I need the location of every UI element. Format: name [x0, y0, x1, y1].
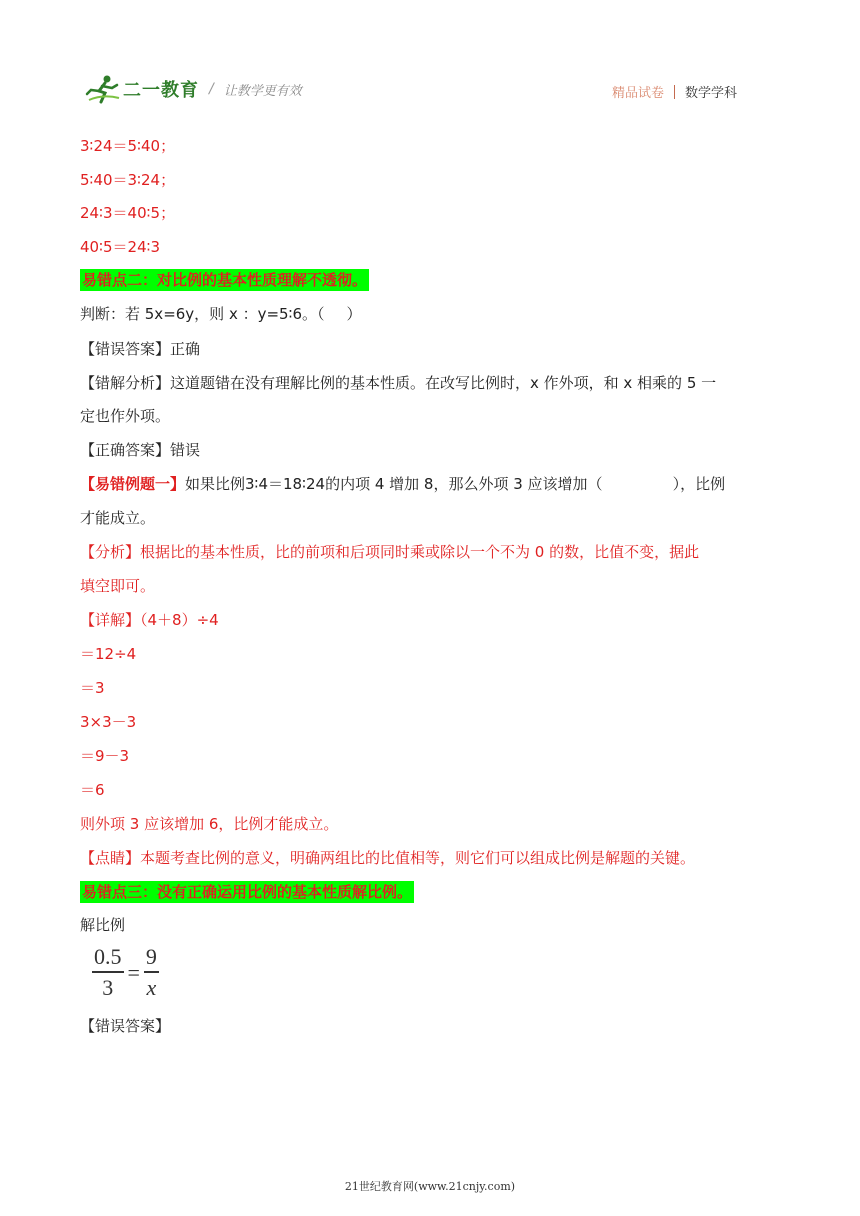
detail-text: （4＋8）÷4 [140, 611, 219, 629]
analysis-line-2: 填空即可。 [80, 577, 156, 595]
fraction-right-numerator: 9 [145, 944, 157, 969]
example-line-2: 才能成立。 [80, 509, 156, 527]
judge-question-text: 判断：若 5x=6y，则 x ：y=5∶6。（ [80, 305, 325, 323]
solve-proportion: 解比例 [80, 916, 126, 934]
section-heading-2 [80, 270, 369, 290]
judge-question [80, 304, 362, 324]
step-4: ＝9－3 [80, 747, 130, 765]
analysis-line-1: 【分析】根据比的基本性质，比的前项和后项同时乘或除以一个不为 0 的数，比值不变，据此 [80, 543, 700, 561]
ratio-line-4: 40∶5＝24∶3 [80, 238, 161, 256]
brand-name: 二一教育 [123, 80, 199, 101]
section-heading-3 [80, 882, 414, 902]
ratio-line-1: 3∶24＝5∶40； [80, 137, 176, 155]
example-question [80, 474, 725, 494]
header-subject: 数学学科 [684, 86, 737, 101]
example-text: 如果比例3∶4＝18∶24的内项 4 增加 8，那么外项 3 应该增加（ [185, 475, 603, 493]
example-text-end: ），比例 [672, 475, 726, 493]
ratio-line-3: 24∶3＝40∶5； [80, 204, 176, 222]
correct-answer: 【正确答案】错误 [80, 441, 201, 459]
highlighted-heading-3: 易错点三：没有正确运用比例的基本性质解比例。 [82, 883, 413, 901]
error-analysis-2: 定也作外项。 [80, 407, 171, 425]
detail-tag: 【详解】 [80, 611, 141, 629]
header-slash: / [209, 81, 214, 97]
step-1: ＝12÷4 [80, 645, 137, 663]
page-header [85, 70, 775, 108]
error-analysis-1: 【错解分析】这道题错在没有理解比例的基本性质。在改写比例时，x 作外项，和 x 相乘的 5 一 [80, 374, 717, 392]
step-3: 3×3－3 [80, 713, 137, 731]
conclusion: 则外项 3 应该增加 6，比例才能成立。 [80, 815, 339, 833]
step-2: ＝3 [80, 679, 105, 697]
wrong-answer-2: 【错误答案】 [80, 1017, 171, 1035]
fraction-left [92, 945, 124, 1001]
detail-line [80, 610, 219, 630]
highlighted-heading-2: 易错点二：对比例的基本性质理解不透彻。 [82, 271, 368, 289]
header-right [612, 82, 737, 101]
wrong-answer: 【错误答案】正确 [80, 340, 201, 358]
fraction-right [144, 945, 159, 1001]
ratio-line-2: 5∶40＝3∶24； [80, 171, 176, 189]
step-5: ＝6 [80, 781, 105, 799]
header-tag: 精品试卷 [611, 86, 664, 101]
fraction-right-denominator: x [146, 974, 157, 1000]
page-footer: 21世纪教育网(www.21cnjy.com) [344, 1180, 516, 1193]
proportion-equation [92, 945, 159, 1001]
fraction-left-denominator: 3 [102, 974, 114, 1000]
logo [85, 74, 302, 104]
slogan: 让教学更有效 [223, 83, 302, 99]
example-tag: 【易错例题一】 [80, 475, 186, 493]
key-point: 【点睛】本题考查比例的意义，明确两组比的比值相等，则它们可以组成比例是解题的关键。 [80, 849, 696, 867]
runner-logo-icon [85, 74, 121, 104]
equals-sign: = [127, 959, 140, 985]
judge-question-end: ） [346, 305, 362, 323]
header-divider [674, 85, 675, 99]
fraction-left-numerator: 0.5 [94, 944, 122, 969]
